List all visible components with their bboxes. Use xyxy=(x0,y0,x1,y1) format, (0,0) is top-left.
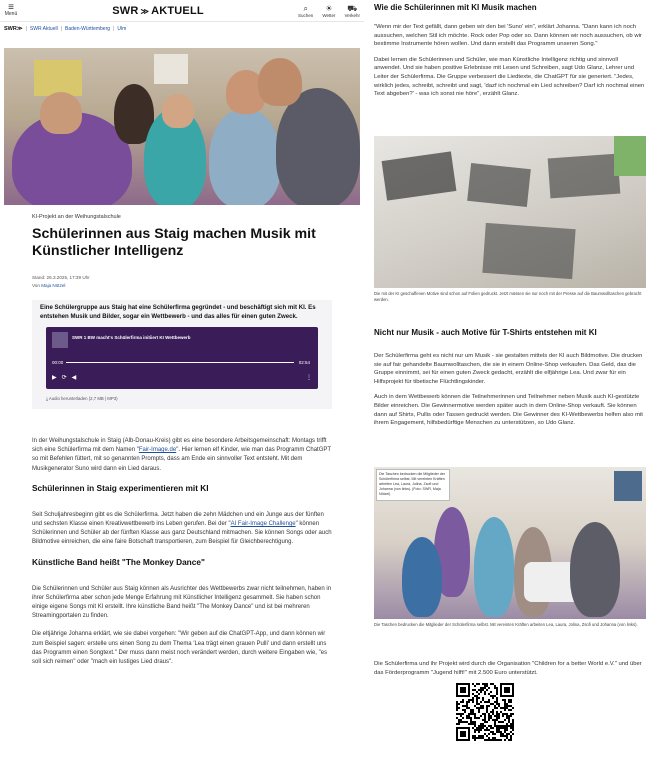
quote-paragraph: "Wenn mir der Text gefällt, dann geben wir den bei 'Suno' ein", erklärt Johanna. "Dann kann ich noch aussuchen, welchen Stil ich möchte. Rock oder Pop oder so. Dann können wir noch aussuchen, ob wir bestimme Instrumente hören wollen. Und dann erstellt das Programm unseren Song." xyxy=(374,24,642,48)
play-icon[interactable]: ▶ xyxy=(52,375,62,381)
paragraph: Die Schülerfirma und ihr Projekt wird durch die Organisation "Children for a better World e.V." und über das Förderprogramm "Jugend hilft!" mit 2.500 Euro unterstützt. xyxy=(374,661,642,676)
audio-progress-bar[interactable] xyxy=(66,362,294,363)
audio-download-link[interactable]: ⤓ Audio herunterladen (2,7 MB | MP3) xyxy=(46,396,118,401)
paragraph: In der Weihungstalschule in Staig (Alb-Donau-Kreis) gibt es eine besondere Arbeitsgemeinschaft: Montags trifft sich eine Schülerfirma mit dem Namen "Fair-Image.de". Hier lernen elf Kinder, wie man das Programm ChatGPT so mit Befehlen füttert, mit so genannten Prompts, dass am Ende ein sinnvoller Text entsteht. Mit dem Musikgenerator Suno wird dann ein Lied daraus. xyxy=(32,438,331,472)
poster-decoration xyxy=(34,60,82,96)
teaser-box xyxy=(32,300,332,409)
article-title: Schülerinnen aus Staig machen Musik mit Künstlicher Intelligenz xyxy=(32,226,316,259)
section-heading: Wie die Schülerinnen mit KI Musik machen xyxy=(374,3,537,12)
paragraph: Die eltjährige Johanna erklärt, wie sie dabei vorgehen: "Wir geben auf die ChatGPT-App, und dann können wir zum Beispiel sagen: erstelle uns einen Song zu dem Thema 'Lea trägt einen grauen Pulli' und dann erstellt uns das Programm einen Songtext." Der muss dann meist noch verändert werden, durch weitere Eingaben wie, "es soll sich reimen" oder "mach ein lustiges Lied draus". xyxy=(32,631,328,666)
article-body-left xyxy=(32,437,332,676)
breadcrumb-brand: SWR≫ xyxy=(4,26,23,32)
breadcrumb-item[interactable]: Baden-Württemberg xyxy=(65,26,111,32)
hamburger-icon: ≡ xyxy=(8,2,14,13)
paragraph: Der Schülerfirma geht es nicht nur um Musik - sie gestalten mittels der KI auch Bildmotive. Die drucken sie auf fair gehandelte Baumwolltaschen, die sie in einem Online-Shop verkaufen. Das Geld, das die Gruppe einnimmt, sei für einen guten Zweck gedacht, erzählt die elfjährige Lea. Und zwar für ein Hilfsprojekt für tibetische Flüchtlingskinder. xyxy=(374,353,643,385)
audio-cover xyxy=(52,332,68,348)
student-figure xyxy=(276,88,360,205)
search-button[interactable]: ⌕ Suchen xyxy=(298,3,314,18)
paragraph: Die Schülerinnen und Schüler aus Staig können als Ausrichter des Wettbewerbs zwar nicht teilnehmen, haben in ihrer Schülerfirma aber schon jede Menge Erfahrung mit Künstlicher Intelligenz gesammelt. Sie haben schon einige eigene Songs mit KI erstellt. Ihre künstliche Band heißt "The Monkey Dance" und ist bei mehreren Streamingportalen zu finden. xyxy=(32,585,332,620)
fair-image-link[interactable]: Fair-Image.de xyxy=(138,447,177,454)
article-body-right-3 xyxy=(374,660,646,684)
more-options-icon[interactable]: ⋮ xyxy=(306,375,312,381)
photo-caption: Die mit der KI geschaffenen Motive sind schon auf Folien gedruckt. Jetzt müssen sie nur noch mit der Presse auf die Baumwolltaschen gebracht werden. xyxy=(374,291,642,302)
weather-button[interactable]: ☀ Wetter xyxy=(322,3,336,18)
print-sheet xyxy=(548,154,621,199)
traffic-button[interactable]: ⛟ Verkehr xyxy=(344,3,360,18)
student-figure xyxy=(162,94,194,128)
traffic-icon: ⛟ xyxy=(347,3,358,13)
window-decoration xyxy=(154,54,188,84)
printing-photo xyxy=(374,467,646,619)
student-figure xyxy=(474,517,514,617)
breadcrumb-item[interactable]: SWR Aktuell xyxy=(29,26,58,32)
weather-icon: ☀ xyxy=(325,3,333,13)
print-sheet xyxy=(467,163,531,207)
student-figure xyxy=(40,92,82,134)
header-actions xyxy=(298,4,360,18)
audio-title: SWR 1 BW macht's Schülerfirma initiiert KI Wettbewerb xyxy=(72,335,191,340)
paragraph: Seit Schuljahresbeginn gibt es die Schülerfirma. Jetzt haben die zehn Mädchen und ein Junge aus der fünften und sechsten Klasse einen Kreativwettbewerb ins Leben gerufen. Bei der "AI Fair-Image Challenge" können Schülerinnen und Schüler ab der fünften Klasse aus ganz Deutschland mitmachen. Sie können Songs oder auch Bildmotive einreichen, die eine faire Botschaft transportieren, zum Beispiel für Gleichberechtigung. xyxy=(32,511,332,546)
search-icon: ⌕ xyxy=(303,3,308,13)
menu-button[interactable] xyxy=(4,4,18,17)
swr-logo[interactable]: SWR ≫ AKTUELL xyxy=(112,4,204,17)
section-heading: Schülerinnen in Staig experimentieren mit KI xyxy=(32,482,209,493)
challenge-link[interactable]: AI Fair-Image Challenge xyxy=(230,521,296,528)
site-header xyxy=(0,0,364,22)
print-sheet xyxy=(482,223,575,279)
menu-label: Menü xyxy=(4,11,18,17)
section-heading: Künstliche Band heißt "The Monkey Dance" xyxy=(32,556,205,567)
teaser-text: Eine Schülergruppe aus Staig hat eine Schülerfirma gegründet - und beschäftigt sich mit KI. Es entstehen Musik und Bilder, sogar ein Wettbewerb - und das alles für einen guten Zweck. xyxy=(40,304,316,320)
article-body-right-1 xyxy=(374,3,646,106)
left-column xyxy=(0,0,364,666)
author-link[interactable]: Maja Nötzel xyxy=(41,283,66,288)
prints-photo xyxy=(374,136,646,288)
breadcrumb: SWR≫ | SWR Aktuell | Baden-Württemberg | Ulm xyxy=(4,26,127,32)
outdoor-window xyxy=(614,136,646,176)
photo-caption: Die Taschen bedrucken die Mitglieder der Schülerfirma selbst. Mit vereinten Kräften arbeiten Lea, Laura, Jolina, Zsofi und Johanna (von links). xyxy=(374,622,638,627)
wall-poster xyxy=(614,471,642,501)
article-meta: Stand: 26.3.2025, 17:39 Uhr Von Maja Nötzel xyxy=(32,275,90,288)
paragraph: Auch in dem Wettbewerb können die Teilnehmerinnen und Teilnehmer neben Musik auch KI-gestützte Bilder einreichen. Die Gewinnermotive werden später auch in dem Online-Shop verkauft. Sie können dann auf Shirts, Pullis oder Tassen gedruckt werden. Die Gewinner des KI-Wettbewerbs helfen also mit ihrem Engagement, hilfsbedürftige Menschen zu unterstützen, so Udo Glanz. xyxy=(374,394,643,427)
student-figure xyxy=(258,58,302,106)
photo-overlay-caption: Die Taschen bedrucken die Mitglieder der Schülerfirma selbst. Mit vereinten Kräften arbeiten Lea, Laura, Jolina, Zsofi und Johanna (von links). (Foto: SWR, Maja Nötzel) xyxy=(376,469,450,501)
section-heading: Nicht nur Musik - auch Motive für T-Shirts entstehen mit KI xyxy=(374,328,597,337)
audio-player xyxy=(46,327,318,389)
download-icon: ⤓ xyxy=(46,396,49,401)
student-figure xyxy=(570,522,620,617)
student-figure xyxy=(209,108,281,205)
print-sheet xyxy=(382,151,457,200)
article-kicker: KI-Projekt an der Weihungstalschule xyxy=(32,214,121,220)
student-figure xyxy=(402,537,442,617)
audio-time-current: 00:00 xyxy=(52,360,64,365)
audio-time-total: 02:54 xyxy=(298,360,310,365)
article-date: Stand: 26.3.2025, 17:39 Uhr xyxy=(32,275,90,280)
article-body-right-2 xyxy=(374,328,646,435)
skip-icon[interactable]: ⟳ xyxy=(61,375,72,381)
paragraph: Dabei lernen die Schülerinnen und Schüler, wie man Künstliche Intelligenz richtig und sinnvoll anwendet. Und sie haben positive Erlebnisse mit Lesen und Schreiben, sagt Udo Glanz, Lehrer und Leiter der Schülerfirma. Die Gruppe verbessert die Liedtexte, die ChatGPT für sie generiert. "Jedes, wirklich jedes, schreibt, schreibt und sagt, 'dazf ich nochmal ein Lied schreiben? Darf ich nochmal einen Text abgeben?' - was ich sonst nie höre", erzählt Glanz. xyxy=(374,56,645,98)
qr-code xyxy=(456,683,514,741)
volume-icon[interactable]: ◀ xyxy=(71,375,82,381)
hero-photo xyxy=(4,48,360,205)
breadcrumb-item[interactable]: Ulm xyxy=(117,26,127,32)
